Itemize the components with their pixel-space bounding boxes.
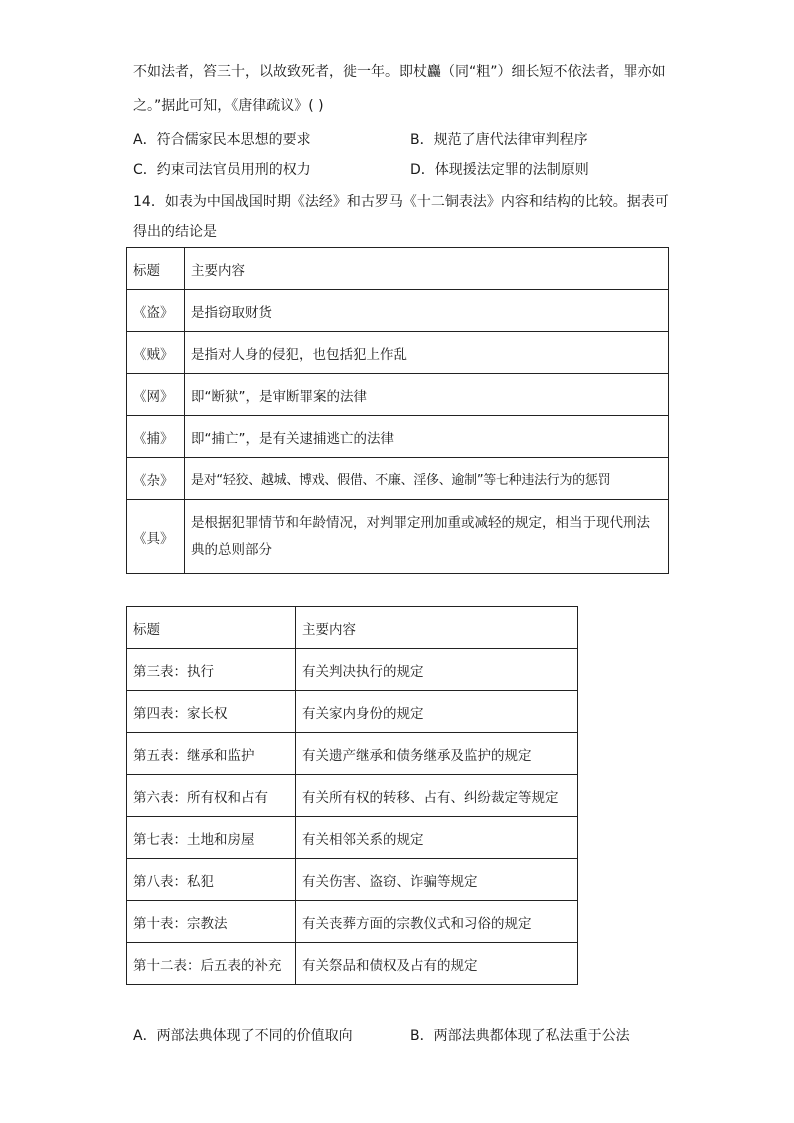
table-row bbox=[127, 943, 578, 985]
q13-option-d: D．体现援法定罪的法制原则 bbox=[410, 162, 589, 178]
table-row bbox=[127, 733, 578, 775]
table-header-row bbox=[127, 248, 669, 290]
table-cell-title: 第八表：私犯 bbox=[127, 859, 296, 901]
fajing-table bbox=[126, 247, 669, 574]
table-row bbox=[127, 817, 578, 859]
table-cell-title: 第六表：所有权和占有 bbox=[127, 775, 296, 817]
table-cell-title: 《杂》 bbox=[127, 458, 185, 500]
table-cell-title: 《盗》 bbox=[127, 290, 185, 332]
table-row bbox=[127, 458, 669, 500]
q13-option-a: A．符合儒家民本思想的要求 bbox=[133, 132, 311, 148]
table-cell-content: 有关遗产继承和债务继承及监护的规定 bbox=[296, 733, 578, 775]
q13-option-b: B．规范了唐代法律审判程序 bbox=[410, 132, 588, 148]
table-cell-content: 有关祭品和债权及占有的规定 bbox=[296, 943, 578, 985]
table-cell-content: 有关判决执行的规定 bbox=[296, 649, 578, 691]
table-cell-content: 即“断狱”，是审断罪案的法律 bbox=[185, 374, 669, 416]
table-cell-title: 第十表：宗教法 bbox=[127, 901, 296, 943]
table-cell-content: 有关家内身份的规定 bbox=[296, 691, 578, 733]
table-cell-content: 是对“轻狡、越城、博戏、假借、不廉、淫侈、逾制”等七种违法行为的惩罚 bbox=[185, 458, 669, 500]
table-cell-content: 有关相邻关系的规定 bbox=[296, 817, 578, 859]
table-row bbox=[127, 775, 578, 817]
q14-option-b: B．两部法典都体现了私法重于公法 bbox=[410, 1028, 630, 1044]
table-cell-content: 是根据犯罪情节和年龄情况，对判罪定刑加重或减轻的规定，相当于现代刑法典的总则部分 bbox=[185, 500, 669, 574]
table-cell-content: 有关所有权的转移、占有、纠纷裁定等规定 bbox=[296, 775, 578, 817]
table-header-cell: 标题 bbox=[127, 248, 185, 290]
table-header-row bbox=[127, 607, 578, 649]
twelve-tables-table bbox=[126, 606, 578, 985]
table-cell-content: 即“捕亡”，是有关逮捕逃亡的法律 bbox=[185, 416, 669, 458]
table-cell-title: 第三表：执行 bbox=[127, 649, 296, 691]
table-row bbox=[127, 649, 578, 691]
table-cell-title: 《捕》 bbox=[127, 416, 185, 458]
table-cell-content: 有关伤害、盗窃、诈骗等规定 bbox=[296, 859, 578, 901]
table-cell-title: 《网》 bbox=[127, 374, 185, 416]
table-cell-content: 有关丧葬方面的宗教仪式和习俗的规定 bbox=[296, 901, 578, 943]
table-cell-title: 《贼》 bbox=[127, 332, 185, 374]
q13-text-line-1: 不如法者，笞三十，以故致死者，徙一年。即杖麤（同“粗”）细长短不依法者，罪亦如 bbox=[133, 64, 666, 80]
q14-text-line-2: 得出的结论是 bbox=[133, 224, 217, 240]
table-row bbox=[127, 332, 669, 374]
table-cell-content: 是指窃取财货 bbox=[185, 290, 669, 332]
table-row bbox=[127, 500, 669, 574]
table-header-cell: 主要内容 bbox=[296, 607, 578, 649]
table-cell-content: 是指对人身的侵犯，也包括犯上作乱 bbox=[185, 332, 669, 374]
table-header-cell: 主要内容 bbox=[185, 248, 669, 290]
table-row bbox=[127, 290, 669, 332]
table-cell-title: 第七表：土地和房屋 bbox=[127, 817, 296, 859]
q13-text-line-2: 之。”据此可知，《唐律疏议》( ) bbox=[133, 98, 324, 114]
table-row bbox=[127, 374, 669, 416]
q13-option-c: C．约束司法官员用刑的权力 bbox=[133, 162, 311, 178]
table-row bbox=[127, 691, 578, 733]
table-cell-title: 第五表：继承和监护 bbox=[127, 733, 296, 775]
table-cell-title: 第四表：家长权 bbox=[127, 691, 296, 733]
table-row bbox=[127, 859, 578, 901]
table-cell-title: 第十二表：后五表的补充 bbox=[127, 943, 296, 985]
table-row bbox=[127, 901, 578, 943]
table-row bbox=[127, 416, 669, 458]
q14-option-a: A．两部法典体现了不同的价值取向 bbox=[133, 1028, 353, 1044]
table-header-cell: 标题 bbox=[127, 607, 296, 649]
table-cell-title: 《具》 bbox=[127, 500, 185, 574]
q14-text-line-1: 14．如表为中国战国时期《法经》和古罗马《十二铜表法》内容和结构的比较。据表可 bbox=[133, 194, 669, 210]
